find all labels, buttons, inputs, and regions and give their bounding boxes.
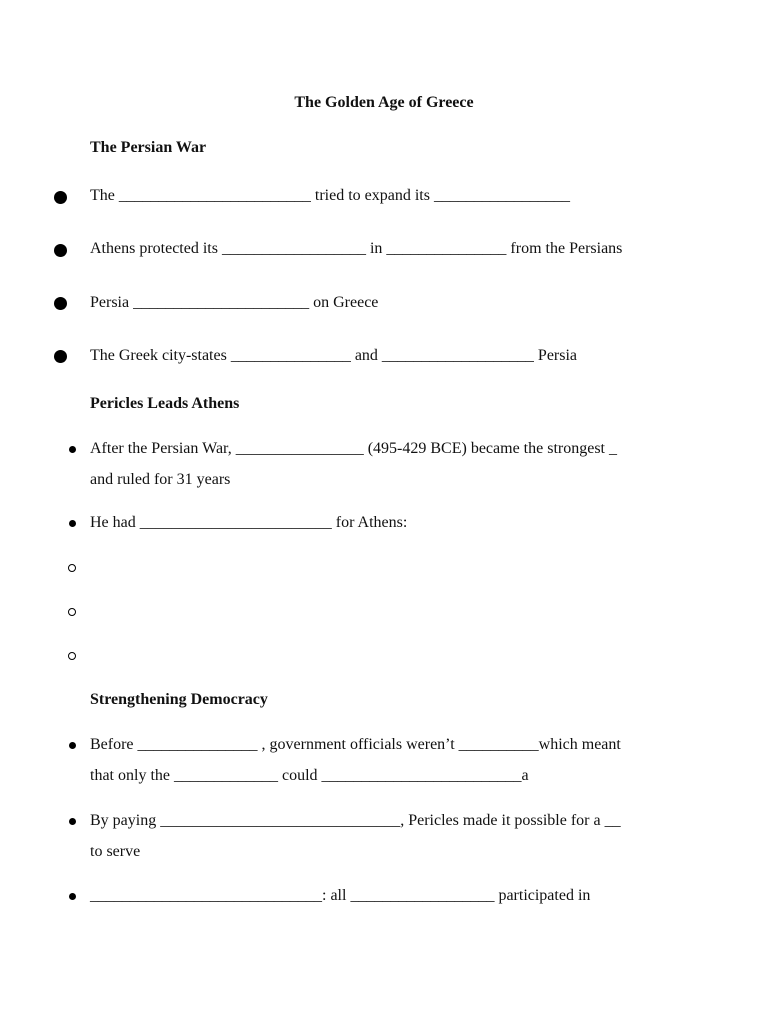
bullet-icon (54, 244, 67, 257)
bullet-icon (69, 446, 76, 453)
list-item: _____________________________: all __________________ participated in (90, 887, 591, 904)
sub-bullet-icon (68, 652, 76, 660)
section-heading-democracy: Strengthening Democracy (90, 691, 268, 708)
bullet-icon (69, 893, 76, 900)
bullet-icon (69, 818, 76, 825)
list-item: He had ________________________ for Athens: (90, 514, 408, 531)
bullet-icon (69, 520, 76, 527)
list-item: The Greek city-states _______________ and ___________________ Persia (90, 347, 578, 364)
list-item: Athens protected its __________________ in _______________ from the Persians (90, 240, 623, 257)
list-item-continuation: to serve (90, 843, 141, 860)
bullet-icon (54, 297, 67, 310)
list-item: The ________________________ tried to expand its _________________ (90, 187, 570, 204)
bullet-icon (54, 350, 67, 363)
bullet-icon (69, 742, 76, 749)
list-item: By paying ______________________________, Pericles made it possible for a __ (90, 812, 621, 829)
sub-bullet-icon (68, 608, 76, 616)
section-heading-persian-war: The Persian War (90, 139, 207, 156)
list-item: Before _______________ , government officials weren’t __________which meant (90, 736, 621, 753)
list-item: After the Persian War, ________________ (495-429 BCE) became the strongest _ (90, 440, 617, 457)
list-item-continuation: and ruled for 31 years (90, 471, 231, 488)
list-item: Persia ______________________ on Greece (90, 294, 379, 311)
section-heading-pericles: Pericles Leads Athens (90, 395, 240, 412)
list-item-continuation: that only the _____________ could _________________________a (90, 767, 529, 784)
bullet-icon (54, 191, 67, 204)
sub-bullet-icon (68, 564, 76, 572)
page-title: The Golden Age of Greece (294, 94, 474, 111)
